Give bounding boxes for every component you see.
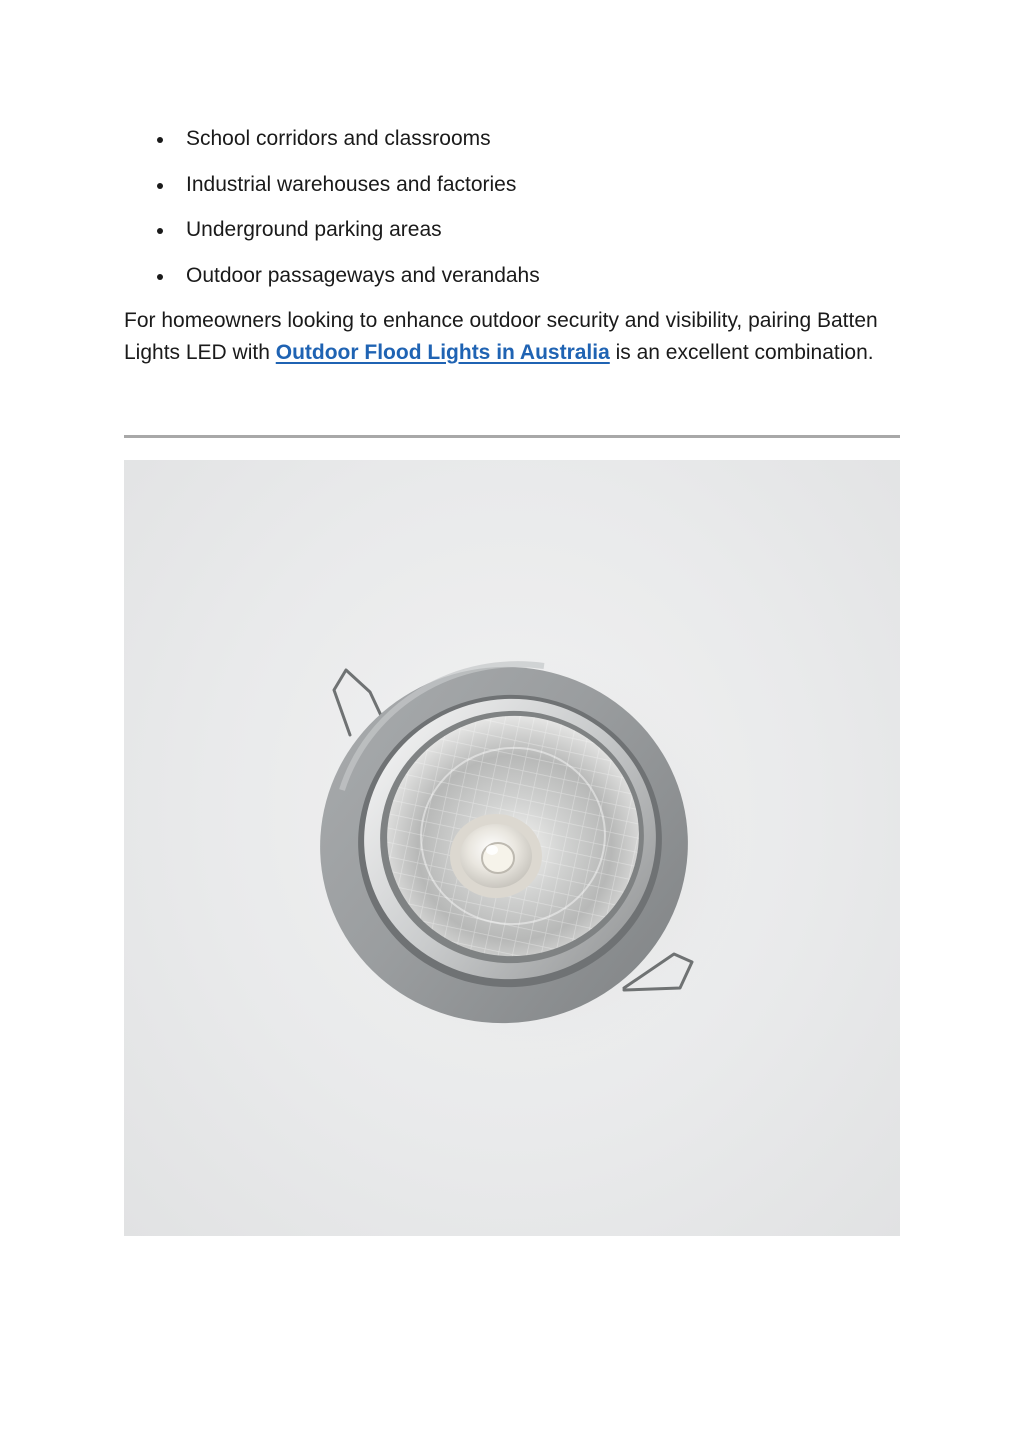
list-item (124, 120, 884, 166)
bullet-icon (157, 137, 163, 143)
list-item (124, 211, 884, 257)
paragraph-text-before: For homeowners looking to enhance outdoor security and visibility, pairing Batten Lights LED with (124, 309, 878, 364)
horizontal-divider (124, 435, 900, 438)
body-paragraph (124, 305, 884, 368)
bullet-icon (157, 274, 163, 280)
bullet-list (124, 120, 884, 302)
bullet-icon (157, 228, 163, 234)
recessed-downlight-icon (124, 460, 900, 1236)
list-item-text: Industrial warehouses and factories (186, 172, 517, 196)
list-item-text: Outdoor passageways and verandahs (186, 263, 540, 287)
outdoor-flood-lights-link[interactable]: Outdoor Flood Lights in Australia (275, 340, 610, 364)
product-photo (124, 460, 900, 1236)
bullet-icon (157, 183, 163, 189)
list-item-text: Underground parking areas (186, 218, 442, 241)
paragraph-text-after: is an excellent combination. (609, 340, 874, 364)
list-item (124, 257, 884, 303)
list-item-text: School corridors and classrooms (186, 127, 491, 150)
list-item (124, 166, 884, 212)
